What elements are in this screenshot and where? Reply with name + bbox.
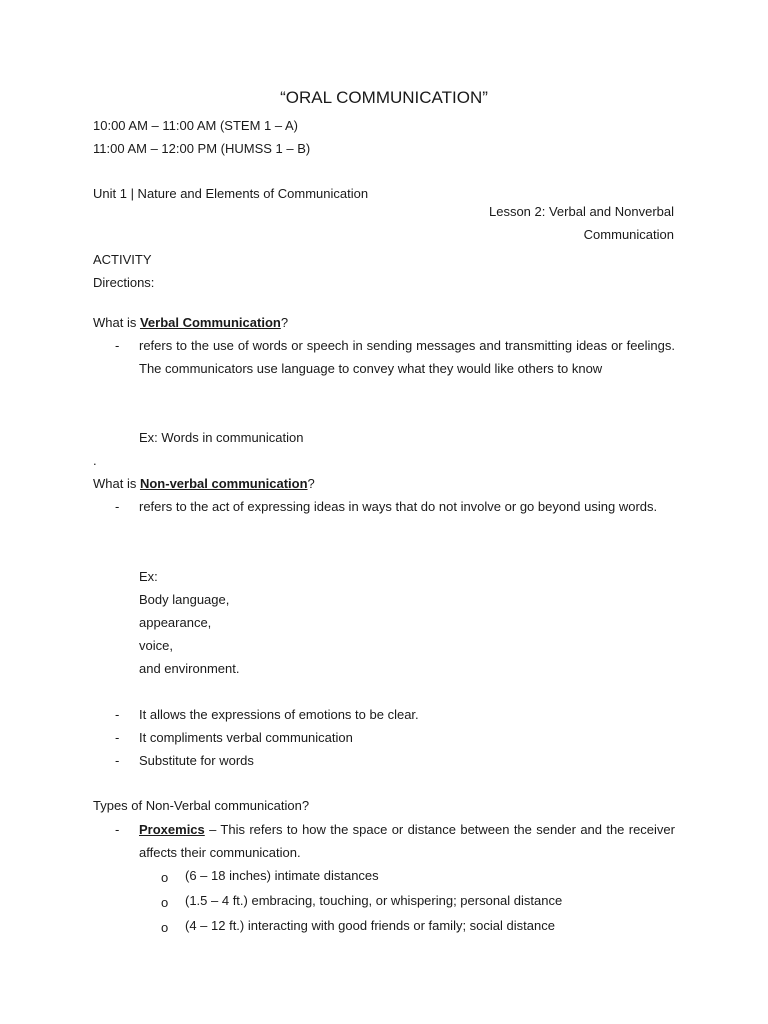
nonverbal-point: It allows the expressions of emotions to be clear. xyxy=(139,707,419,722)
dash-bullet: - xyxy=(115,730,120,745)
verbal-term: Verbal Communication xyxy=(139,315,281,330)
verbal-definition: refers to the use of words or speech in sending messages and transmitting ideas or feelings. The communicators use language to convey what they would like others to know xyxy=(139,338,675,376)
directions-label: Directions: xyxy=(93,275,155,290)
unit-heading: Unit 1 | Nature and Elements of Communication xyxy=(93,186,369,201)
circle-bullet: o xyxy=(161,895,169,910)
nonverbal-example-label: Ex: xyxy=(139,569,158,584)
dash-bullet: - xyxy=(115,822,120,837)
nonverbal-example-item: and environment. xyxy=(139,661,240,676)
circle-bullet: o xyxy=(161,920,169,935)
nonverbal-example-item: Body language, xyxy=(139,592,230,607)
stray-dot: . xyxy=(93,453,97,468)
proxemics-item: (6 – 18 inches) intimate distances xyxy=(185,868,379,883)
lesson-line-2: Communication xyxy=(583,227,674,242)
proxemics-term: Proxemics xyxy=(139,822,205,837)
nonverbal-definition: refers to the act of expressing ideas in ways that do not involve or go beyond using words. xyxy=(139,499,658,514)
dash-bullet: - xyxy=(115,707,120,722)
proxemics-item: (4 – 12 ft.) interacting with good friends or family; social distance xyxy=(185,918,555,933)
proxemics-paragraph xyxy=(139,818,675,864)
schedule-line-2: 11:00 AM – 12:00 PM (HUMSS 1 – B) xyxy=(93,141,311,156)
question-suffix: ? xyxy=(280,315,289,330)
document-title: “ORAL COMMUNICATION” xyxy=(280,88,488,107)
proxemics-item: (1.5 – 4 ft.) embracing, touching, or whispering; personal distance xyxy=(185,893,563,908)
activity-label: ACTIVITY xyxy=(93,252,152,267)
schedule-line-1: 10:00 AM – 11:00 AM (STEM 1 – A) xyxy=(93,118,298,133)
nonverbal-point: Substitute for words xyxy=(139,753,254,768)
lesson-line-1: Lesson 2: Verbal and Nonverbal xyxy=(488,204,674,219)
lesson-heading xyxy=(489,200,674,246)
proxemics-text: – This refers to how the space or distance between the sender and the receiver affects their communication. xyxy=(139,822,675,860)
circle-bullet: o xyxy=(161,870,169,885)
question-prefix: What is xyxy=(93,315,140,330)
nonverbal-example-item: appearance, xyxy=(139,615,212,630)
types-heading: Types of Non-Verbal communication? xyxy=(93,798,310,813)
question-suffix: ? xyxy=(307,476,315,491)
question-nonverbal xyxy=(93,476,315,492)
question-prefix: What is xyxy=(93,476,140,491)
question-verbal xyxy=(93,315,288,331)
dash-bullet: - xyxy=(115,753,120,768)
dash-bullet: - xyxy=(115,338,120,353)
nonverbal-term: Non-verbal communication xyxy=(139,476,308,491)
dash-bullet: - xyxy=(115,499,120,514)
nonverbal-point: It compliments verbal communication xyxy=(139,730,353,745)
verbal-example: Ex: Words in communication xyxy=(139,430,304,445)
nonverbal-example-item: voice, xyxy=(139,638,173,653)
